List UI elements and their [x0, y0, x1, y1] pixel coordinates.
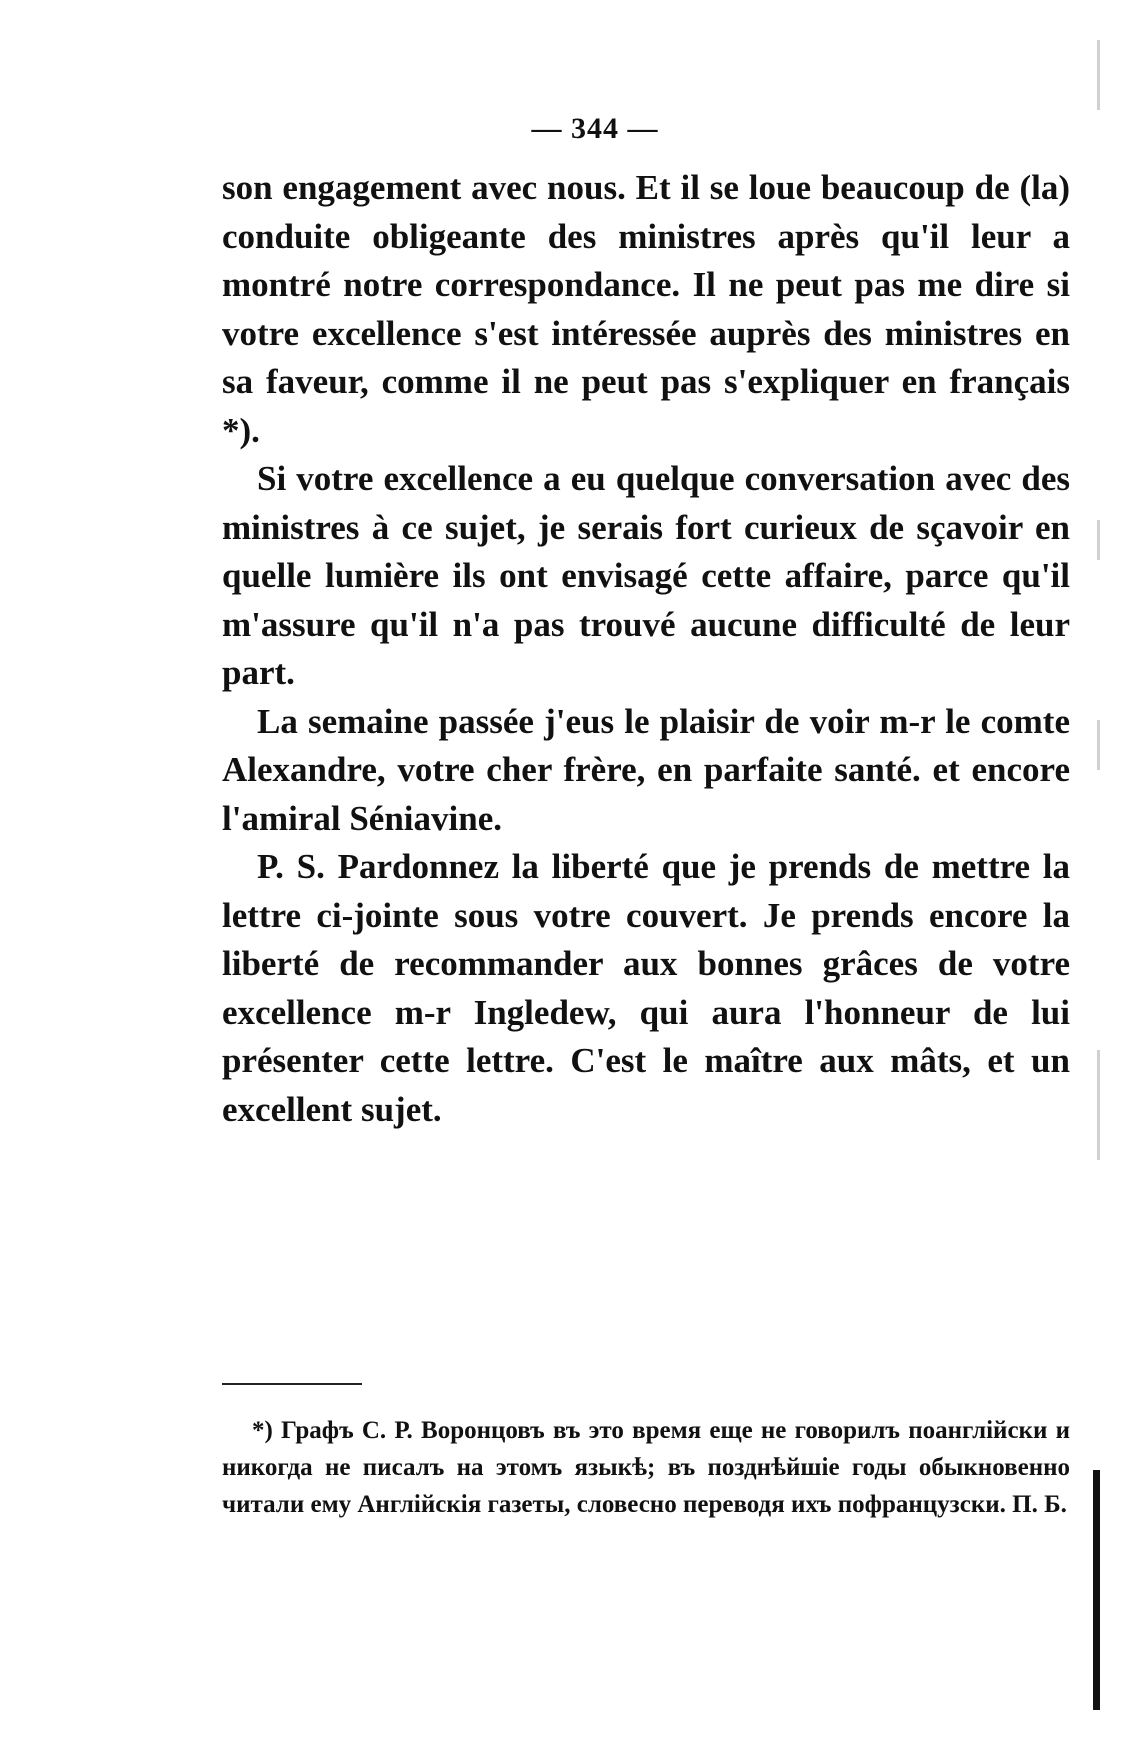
paragraph-count-alexandre: La semaine passée j'eus le plaisir de voir m-r le comte Alexandre, votre cher frère, en parfaite santé. et encore l'amiral Séniavine.	[222, 701, 1070, 838]
page-number: — 344 —	[531, 112, 659, 145]
body-text	[222, 164, 1070, 1134]
footnote	[222, 1412, 1070, 1523]
footnote-text: *) Графъ С. Р. Воронцовъ въ это время еще не говорилъ поанглійски и никогда не писалъ на этомъ языкѣ; въ позднѣйшіе годы обыкновенно читали ему Англійскія газеты, словесно переводя ихъ пофранцузски. П. Б.	[222, 1417, 1070, 1518]
paragraph-conversation: Si votre excellence a eu quelque conversation avec des ministres à ce sujet, je serais fort curieux de sçavoir en quelle lumière ils ont envisagé cette affaire, parce qu'il m'assure qu'il n'a pas trouvé aucune difficulté de leur part.	[222, 459, 1070, 692]
page-edge-mark	[1097, 1050, 1100, 1160]
page-edge-mark	[1097, 520, 1100, 560]
page-edge-shadow	[1093, 1470, 1100, 1710]
paragraph-postscript: P. S. Pardonnez la liberté que je prends de mettre la lettre ci-jointe sous votre couvert. Je prends encore la liberté de recommander aux bonnes grâces de votre excellence m-r Ingledew, qui aura l'honneur de lui présenter cette lettre. C'est le maître aux mâts, et un excellent sujet.	[222, 847, 1070, 1129]
page-edge-mark	[1097, 720, 1100, 770]
page-edge-mark	[1097, 40, 1100, 110]
paragraph-continuation: son engagement avec nous. Et il se loue beaucoup de (la) conduite obligeante des ministres après qu'il leur a montré notre correspondance. Il ne peut pas me dire si votre excellence s'est intéressée auprès des ministres en sa faveur, comme il ne peut pas s'expliquer en français *).	[222, 168, 1070, 450]
footnote-divider	[222, 1383, 362, 1385]
